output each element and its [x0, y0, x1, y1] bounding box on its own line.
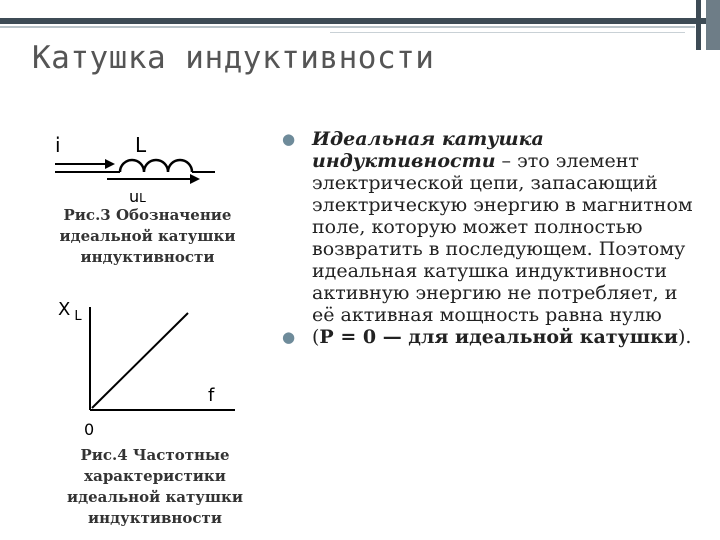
bullet-icon: ●: [282, 130, 296, 148]
figure3-caption: Рис.3 Обозначение идеальной катушки индуктивности: [59, 206, 236, 266]
header-bar-dark: [0, 18, 706, 24]
origin-label: 0: [84, 420, 95, 439]
current-arrow-head: [105, 159, 115, 169]
paren-close: ).: [677, 326, 692, 348]
current-label: i: [55, 133, 61, 157]
voltage-label: uL: [129, 187, 146, 206]
header-corner-block-2: [706, 0, 720, 50]
slide-body-list: [282, 128, 702, 348]
term-highlight: Идеальная катушка индуктивности: [312, 128, 544, 172]
power-statement: P = 0 — для идеальной катушки: [319, 326, 678, 348]
bullet-icon: ●: [282, 328, 296, 346]
slide-header-decoration: [0, 0, 720, 22]
inductance-label: L: [135, 133, 147, 157]
definition-text: – это элемент электрической цепи, запасающий электрическую энергию в магнитном поле, которую может полностью возвратить в последующем. Поэтому идеальная катушка индуктивности активную энергию не потребляет, и её активная мощность равна нулю: [312, 150, 693, 326]
header-bar-light: [0, 26, 695, 28]
header-bar-thin: [330, 32, 685, 33]
y-axis-label: X $_L$: [58, 299, 82, 324]
frequency-characteristic-figure: [40, 295, 240, 445]
inductor-coil: [120, 160, 192, 172]
figure4-caption: Рис.4 Частотные характеристики идеальной катушки индуктивности: [66, 446, 243, 527]
slide-title: Катушка индуктивности: [32, 40, 435, 76]
paren-open: (: [312, 326, 320, 348]
list-item: [282, 326, 702, 348]
header-corner-block: [696, 0, 701, 50]
characteristic-line: [92, 313, 188, 408]
x-axis-label: f: [208, 385, 215, 406]
list-item: [282, 128, 702, 326]
inductor-symbol-figure: [45, 130, 235, 210]
voltage-arrow-head: [190, 174, 200, 184]
